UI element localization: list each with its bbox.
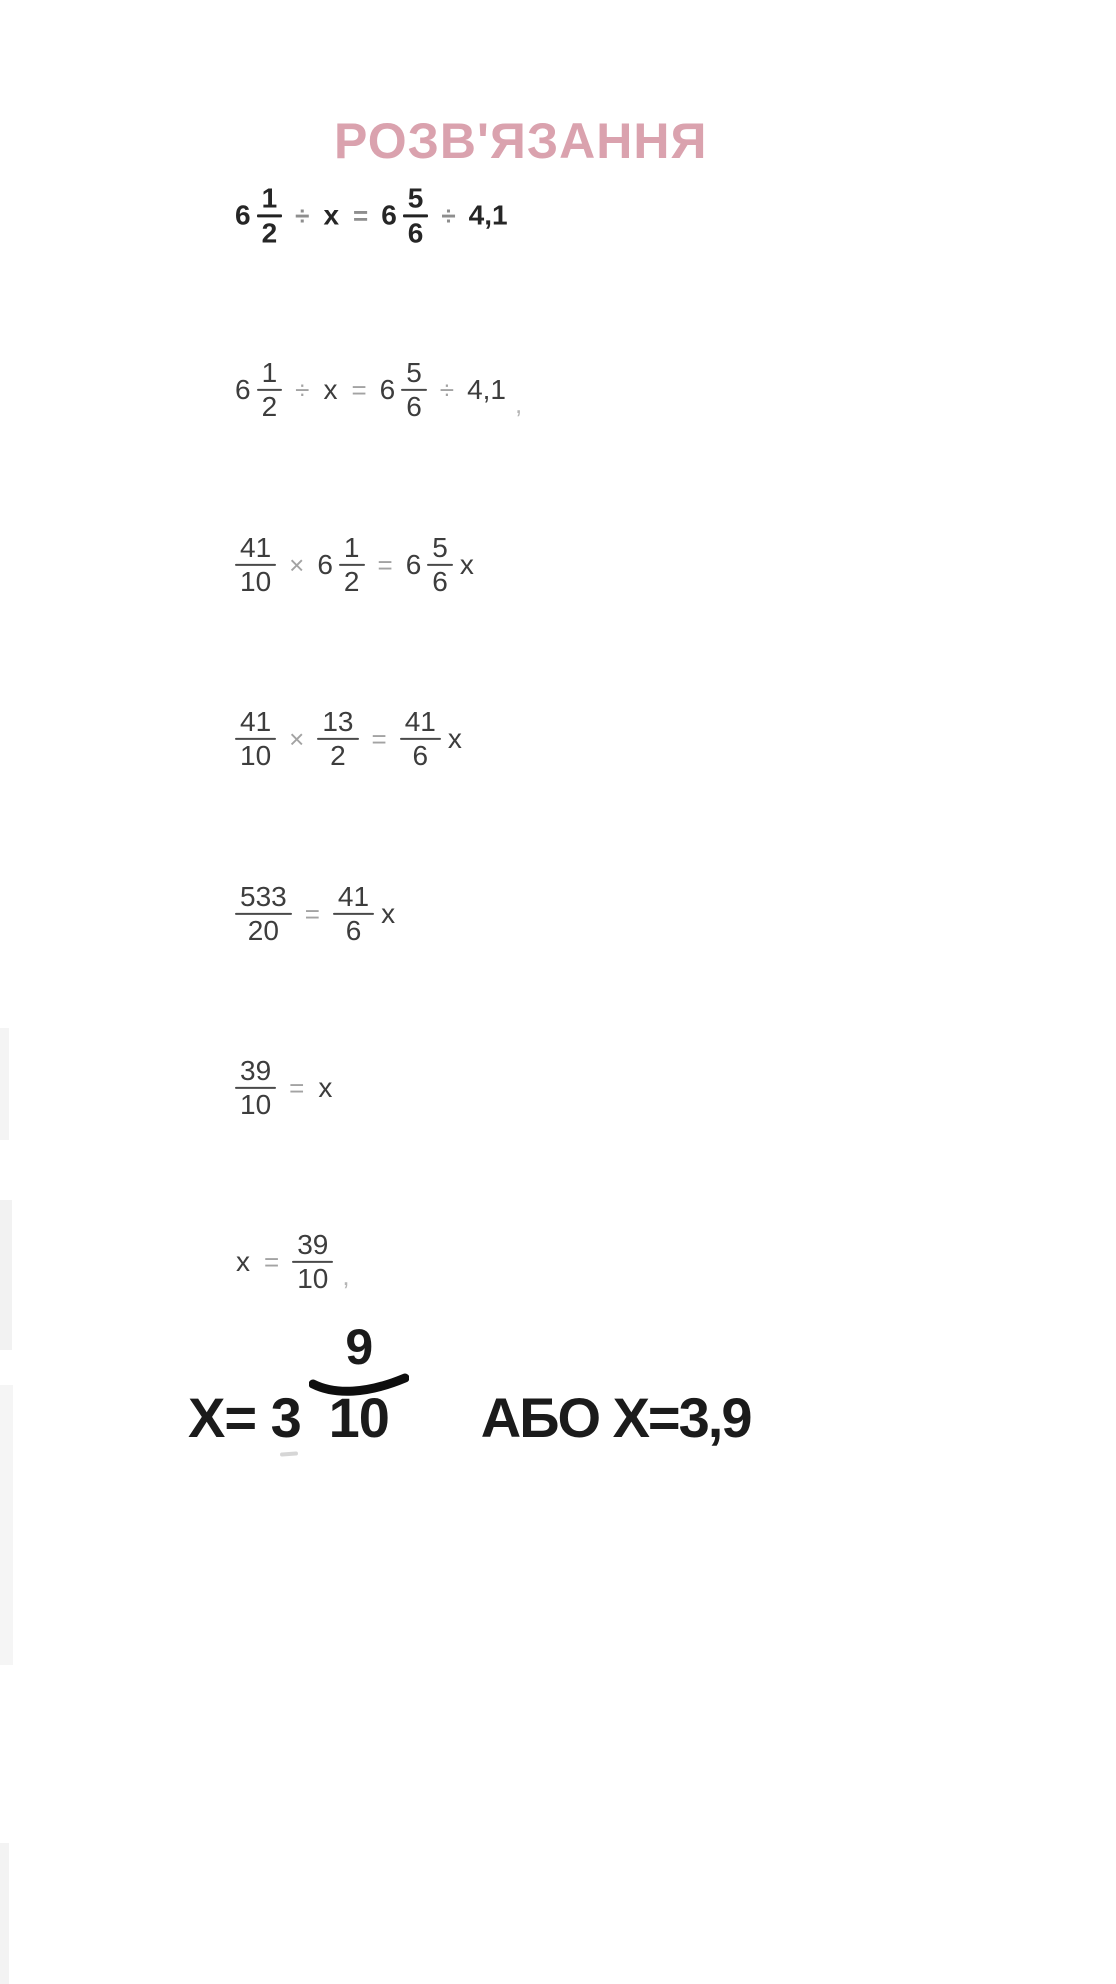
fraction [235,532,276,598]
fraction-numerator: 41 [240,531,272,563]
fraction-denominator: 10 [240,740,272,771]
operator: = [377,549,393,580]
fraction-numerator: 1 [343,531,360,563]
number: 6 [235,373,251,405]
page-title: РОЗВ'ЯЗАННЯ [334,113,708,169]
variable: x [323,199,340,231]
fraction-numerator: 39 [297,1228,329,1260]
number: 6 [317,548,333,580]
variable: x [323,373,338,405]
fraction-denominator: 10 [240,1089,272,1120]
fraction [235,881,292,947]
fraction-denominator: 2 [330,740,346,771]
equation-row [232,706,466,772]
pencil-smudge [280,1451,298,1456]
fraction [292,1229,333,1295]
operator: ÷ [295,200,310,231]
number: 6 [381,199,397,231]
fraction [401,357,427,423]
fraction-numerator: 1 [261,356,278,388]
fraction [235,1055,276,1121]
fraction [257,182,283,249]
fraction-numerator: 41 [404,705,436,737]
fraction [427,532,453,598]
operator: = [264,1246,280,1277]
scan-artifact [0,1843,9,1984]
final-answer-fraction [309,1319,409,1449]
fraction [333,881,374,947]
scan-artifact [0,1028,9,1140]
fraction [235,706,276,772]
operator: = [289,1072,305,1103]
fraction-numerator: 533 [240,880,287,912]
fraction-numerator: 39 [240,1054,272,1086]
equation-row [232,1229,350,1295]
fraction [257,357,283,423]
fraction [317,706,358,772]
fraction [339,532,365,598]
fraction-denominator: 2 [261,391,278,422]
fraction-numerator: 13 [322,705,354,737]
fraction-denominator: 10 [297,1263,329,1294]
operator: = [371,723,387,754]
number: 6 [379,373,396,405]
fraction-denominator: 6 [345,915,362,946]
number: 6 [405,548,422,580]
fraction-denominator: 6 [412,740,429,771]
variable: x [447,722,462,754]
final-answer-alternate: АБО X=3,9 [480,1386,751,1449]
number: 6 [235,199,251,231]
number: 4,1 [468,199,508,231]
operator: ÷ [295,374,310,405]
fraction-denominator: 6 [407,217,424,249]
fraction-numerator: 41 [337,880,370,912]
equation-row [232,532,478,598]
fraction-numerator: 9 [345,1319,373,1375]
equation-row [232,881,399,947]
fraction-numerator: 41 [240,705,272,737]
scan-artifact [0,1200,12,1350]
variable: x [459,548,474,580]
variable: x [381,897,396,929]
fraction [400,706,441,772]
equation-row [232,357,522,423]
fraction-numerator: 1 [261,182,278,214]
equation-row [232,1055,336,1121]
fraction-numerator: 5 [432,531,448,563]
variable: x [318,1071,333,1103]
fraction-denominator: 10 [328,1386,389,1449]
operator: ÷ [441,200,456,231]
operator: = [353,200,369,231]
fraction-denominator: 6 [432,566,448,597]
variable: x [236,1245,250,1277]
scan-artifact [0,1385,13,1665]
comma: , [342,1260,350,1291]
number: 4,1 [467,373,506,405]
operator: × [289,723,305,754]
fraction-denominator: 10 [240,566,272,597]
operator: = [351,374,367,405]
fraction-denominator: 6 [406,391,422,422]
operator: × [289,549,305,580]
equation-row [232,182,511,249]
fraction-denominator: 2 [261,217,278,249]
fraction [403,182,429,249]
final-answer-prefix: X= 3 [188,1386,301,1449]
final-answer [188,1319,751,1449]
operator: ÷ [439,374,455,405]
fraction-denominator: 2 [343,566,360,597]
fraction-numerator: 5 [407,182,424,214]
fraction-numerator: 5 [406,356,422,388]
operator: = [304,898,320,929]
comma: , [515,388,523,419]
fraction-denominator: 20 [247,915,279,946]
